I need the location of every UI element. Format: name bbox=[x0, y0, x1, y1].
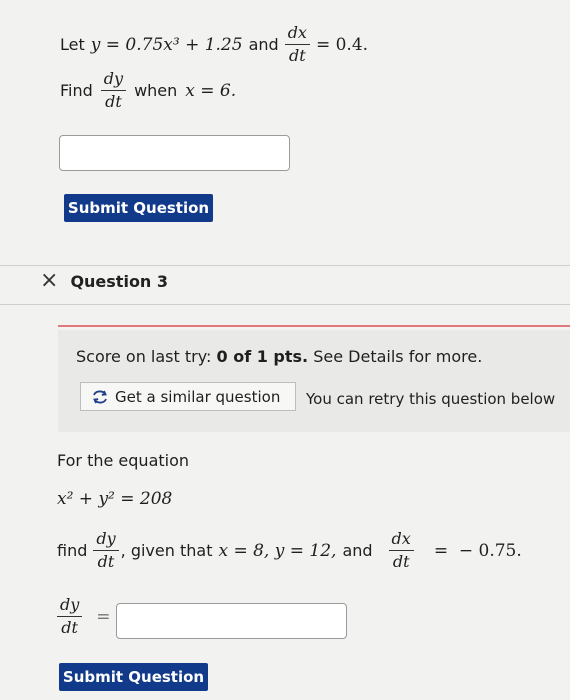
dxdt-numerator: dx bbox=[285, 24, 310, 45]
refresh-icon bbox=[91, 389, 109, 405]
close-icon: × bbox=[40, 268, 59, 293]
question-2-prompt-line-2 bbox=[60, 70, 236, 112]
answer-dydt-denominator: dt bbox=[61, 618, 78, 638]
question-3-header bbox=[40, 270, 168, 292]
answer-row bbox=[57, 596, 111, 638]
get-similar-question-button[interactable] bbox=[80, 382, 296, 411]
find-text: Find bbox=[60, 81, 93, 101]
answer-dydt-numerator: dy bbox=[57, 596, 82, 617]
and-text: and bbox=[248, 35, 279, 55]
q3-dxdt-value: = − 0.75. bbox=[433, 540, 522, 561]
dxdt-value: = 0.4. bbox=[315, 34, 369, 55]
q3-equation: x² + y² = 208 bbox=[57, 489, 173, 509]
dxdt-fraction bbox=[285, 24, 310, 66]
question-3-title: Question 3 bbox=[70, 271, 169, 291]
dydt-fraction bbox=[101, 70, 126, 112]
when-text: when bbox=[134, 81, 178, 101]
score-line bbox=[76, 347, 482, 366]
q3-dxdt-fraction bbox=[389, 530, 414, 572]
given-text: , given that bbox=[120, 541, 213, 561]
question-2-prompt-line-1 bbox=[60, 24, 368, 66]
q3-dydt-numerator: dy bbox=[93, 530, 118, 551]
given-values: x = 8, y = 12, bbox=[218, 540, 337, 561]
score-label: Score on last try: bbox=[76, 347, 212, 366]
score-panel bbox=[58, 330, 570, 432]
q2-submit-button[interactable] bbox=[64, 194, 213, 222]
divider-top bbox=[0, 265, 570, 266]
q3-answer-input[interactable] bbox=[116, 603, 347, 639]
for-equation-text: For the equation bbox=[57, 451, 190, 470]
divider-mid bbox=[0, 304, 570, 305]
q3-dydt-denominator: dt bbox=[97, 552, 115, 572]
dydt-numerator: dy bbox=[101, 70, 126, 91]
q3-dydt-fraction bbox=[93, 530, 118, 572]
answer-equals: = bbox=[96, 606, 111, 627]
dxdt-denominator: dt bbox=[288, 46, 306, 66]
q2-answer-input[interactable] bbox=[59, 135, 290, 171]
dydt-denominator: dt bbox=[105, 92, 122, 112]
retry-text: You can retry this question below bbox=[306, 390, 556, 408]
q3-submit-label: Submit Question bbox=[62, 668, 205, 686]
q3-dxdt-numerator: dx bbox=[389, 530, 414, 551]
score-value: 0 of 1 pts. bbox=[216, 347, 309, 366]
accent-line bbox=[58, 325, 570, 327]
q3-submit-button[interactable] bbox=[59, 663, 208, 691]
answer-dydt-fraction bbox=[57, 596, 82, 638]
q3-and-text: and bbox=[342, 541, 373, 561]
q3-dxdt-denominator: dt bbox=[392, 552, 410, 572]
let-text: Let bbox=[60, 35, 85, 55]
q3-find-text: find bbox=[57, 541, 88, 561]
when-value: x = 6. bbox=[185, 80, 237, 101]
similar-button-label: Get a similar question bbox=[115, 387, 281, 406]
submit-label: Submit Question bbox=[67, 199, 210, 217]
q2-equation: y = 0.75x³ + 1.25 bbox=[90, 34, 243, 55]
score-details: See Details for more. bbox=[313, 347, 483, 366]
question-3-find-line bbox=[57, 530, 522, 572]
